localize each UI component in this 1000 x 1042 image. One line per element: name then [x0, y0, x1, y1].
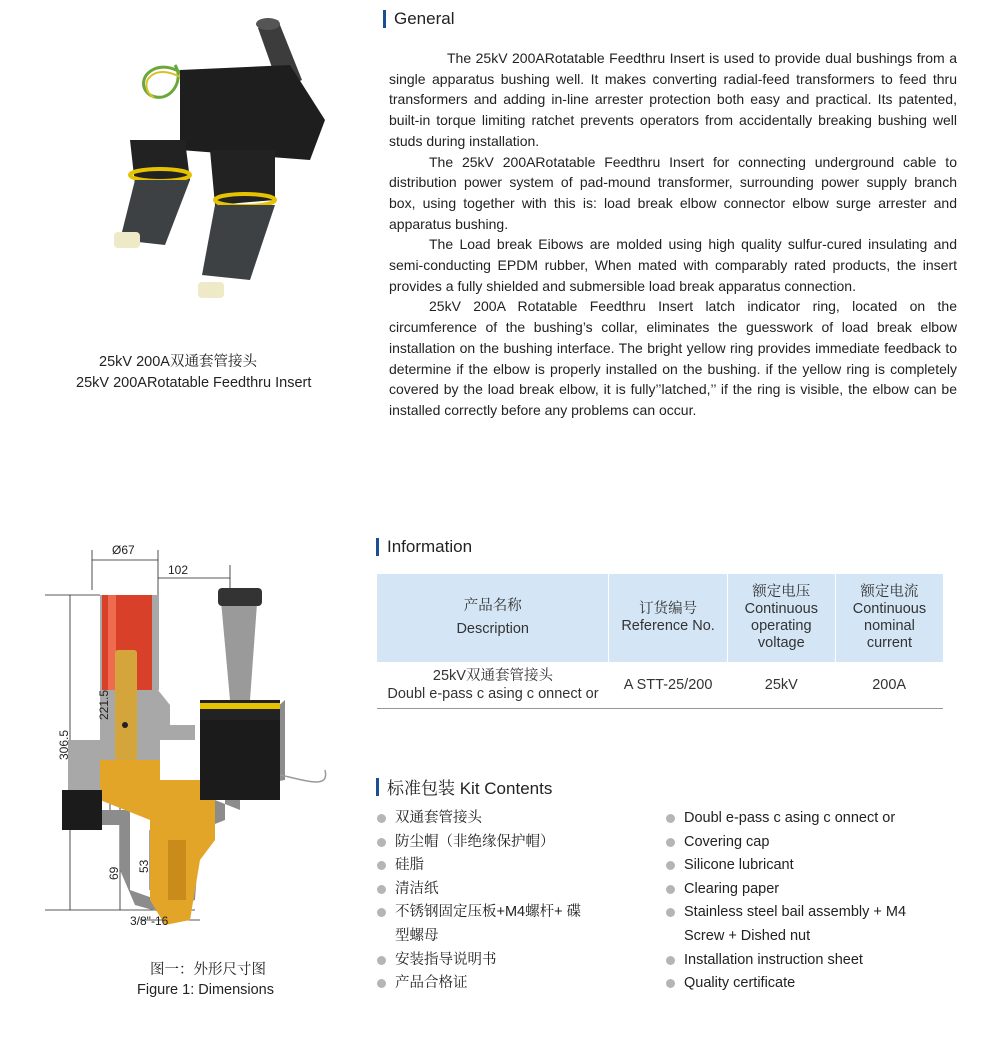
kit-item-en: Covering cap — [684, 833, 770, 850]
kit-item-cn: 产品合格证 — [395, 975, 468, 992]
list-item — [377, 949, 647, 973]
kit-item-en: Stainless steel bail assembly + M4 Screw + Dished nut — [684, 904, 907, 944]
list-item — [377, 972, 647, 996]
cell-reference: A STT-25/200 — [609, 662, 727, 708]
dim-spacing: 102 — [168, 563, 189, 577]
list-item — [377, 807, 647, 831]
cell-description-cn: 25kV双通套管接头 — [432, 667, 553, 684]
bullet-icon — [377, 956, 386, 965]
header-reference-en: Reference No. — [621, 618, 715, 634]
general-text — [389, 48, 957, 421]
heading-accent-bar — [376, 538, 379, 556]
list-item — [666, 807, 936, 831]
general-paragraph-2: The 25kV 200ARotatable Feedthru Insert for connecting underground cable to distribution power system of pad-mound transformer, surrounding power supply branch box, using together with this is: load break elbow connector elbow surge arrester and apparatus bushing. — [389, 153, 957, 232]
figure-caption-cn: 图一：外形尺寸图 — [150, 962, 266, 978]
information-heading — [376, 537, 472, 557]
kit-item-cn: 安装指导说明书 — [395, 951, 497, 968]
list-item — [666, 972, 936, 996]
list-item — [666, 878, 936, 902]
kit-item-cn: 硅脂 — [395, 857, 424, 874]
table-row — [377, 662, 943, 708]
header-description — [377, 574, 609, 662]
cell-voltage: 25kV — [727, 662, 835, 708]
bullet-icon — [377, 838, 386, 847]
kit-title: 标准包装 Kit Contents — [387, 779, 553, 798]
general-heading — [383, 9, 454, 29]
bullet-icon — [377, 885, 386, 894]
dim-diameter: Ø67 — [112, 543, 135, 557]
list-item — [377, 831, 647, 855]
list-item — [377, 878, 647, 902]
general-title: General — [394, 9, 455, 28]
heading-accent-bar — [376, 778, 379, 796]
header-description-en: Description — [456, 621, 529, 637]
product-photo — [90, 10, 340, 310]
kit-item-cn: 清洁纸 — [395, 880, 439, 897]
kit-item-en: Installation instruction sheet — [684, 951, 863, 968]
kit-item-en: Silicone lubricant — [684, 857, 794, 874]
dim-overall-height: 306.5 — [57, 729, 71, 760]
bullet-icon — [666, 885, 675, 894]
bullet-icon — [377, 979, 386, 988]
kit-list-cn — [377, 807, 647, 996]
photo-caption-cn: 25kV 200A双通套管接头 — [99, 354, 257, 370]
header-current-cn: 额定电流 — [860, 584, 919, 600]
general-paragraph-1: The 25kV 200ARotatable Feedthru Insert is used to provide dual bushings from a single apparatus bushing well. It makes converting radial-feed transformers to feed thru transformers and adding in-line arrester protection both easy and practical. Its patented, built-in torque limiting ratchet prevents operators from accidentally breaking bushing well studs during installation. — [389, 50, 957, 149]
kit-item-en: Doubl e-pass c asing c onnect or — [684, 810, 896, 826]
dim-stud-height: 53 — [137, 859, 151, 873]
list-item — [377, 854, 647, 878]
dim-bushing-height: 221.5 — [97, 689, 111, 720]
cell-description-en: Doubl e-pass c asing c onnect or — [387, 685, 599, 702]
information-table — [377, 574, 943, 709]
bullet-icon — [666, 838, 675, 847]
list-item — [666, 854, 936, 878]
bullet-icon — [377, 814, 386, 823]
list-item — [666, 901, 934, 948]
header-description-cn: 产品名称 — [463, 598, 522, 614]
dimension-drawing — [40, 540, 360, 940]
bullet-icon — [666, 908, 675, 917]
kit-heading — [376, 774, 552, 799]
dim-thread: 3/8"-16 — [130, 914, 169, 928]
photo-caption-en: 25kV 200ARotatable Feedthru Insert — [76, 375, 312, 391]
heading-accent-bar — [383, 10, 386, 28]
kit-item-cn: 双通套管接头 — [395, 810, 482, 826]
kit-list-en — [666, 807, 936, 996]
kit-item-en: Quality certificate — [684, 975, 796, 992]
header-voltage — [727, 574, 835, 662]
cell-description — [377, 662, 609, 708]
kit-item-cn: 不锈钢固定压板+M4螺杆+ 碟型螺母 — [395, 904, 582, 944]
cell-current: 200A — [835, 662, 943, 708]
general-paragraph-3: The Load break Eibows are molded using high quality sulfur-cured insulating and semi-conducting EPDM rubber, When mated with comparably rated products, the insert provides a fully shielded and submersible load break apparatus connection. — [389, 236, 957, 294]
bullet-icon — [666, 814, 675, 823]
information-title: Information — [387, 537, 473, 556]
header-reference-cn: 订货编号 — [639, 601, 698, 617]
list-item — [666, 949, 936, 973]
general-paragraph-4: 25kV 200A Rotatable Feedthru Insert latch indicator ring, located on the circumference of the bushing’s collar, eliminates the guesswork of load break elbow installation on the bushing interface. The bright yellow ring provides immediate feedback to determine if the elbow is properly installed on the bushing. if the yellow ring is completely covered by the load break elbow, it is fully’’latched,’’ if the ring is visible, the elbow can be installed correctly before any problems can occur. — [389, 298, 957, 418]
bullet-icon — [377, 908, 386, 917]
list-item — [666, 831, 936, 855]
list-item — [377, 901, 595, 948]
header-current — [835, 574, 943, 662]
figure-caption-en: Figure 1: Dimensions — [137, 982, 274, 998]
dim-lower-height: 69 — [107, 866, 121, 880]
bullet-icon — [666, 861, 675, 870]
kit-item-en: Clearing paper — [684, 880, 780, 897]
bullet-icon — [666, 956, 675, 965]
kit-item-cn: 防尘帽（非绝缘保护帽） — [395, 833, 555, 850]
bullet-icon — [666, 979, 675, 988]
header-voltage-cn: 额定电压 — [752, 584, 811, 600]
header-current-en: Continuous nominal current — [852, 601, 927, 651]
header-reference — [609, 574, 727, 662]
bullet-icon — [377, 861, 386, 870]
header-voltage-en: Continuous operating voltage — [744, 601, 818, 651]
